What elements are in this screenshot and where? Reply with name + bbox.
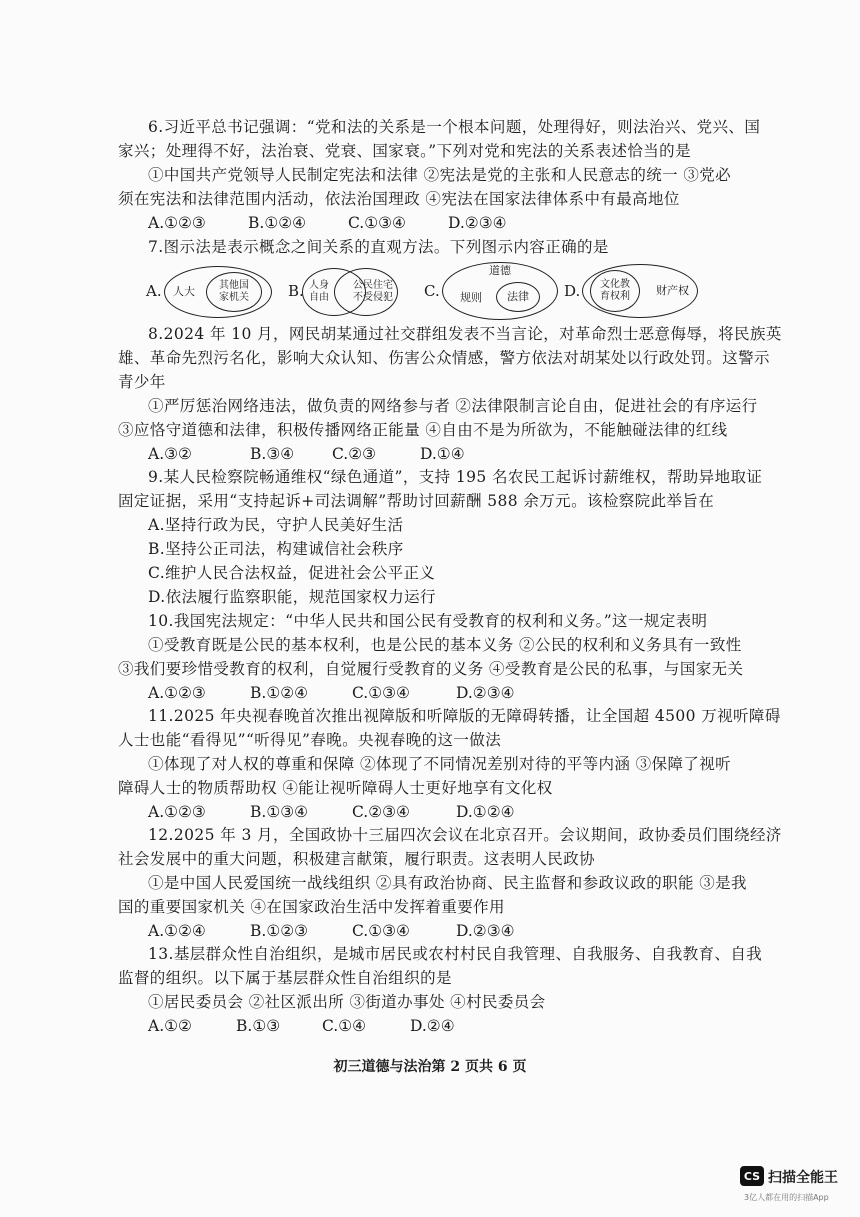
q13-statements-line1: ①居民委员会 ②社区派出所 ③街道办事处 ④村民委员会 [148,993,546,1011]
watermark-tagline: 3亿人都在用的扫描App [744,1193,829,1202]
q11-statements-line2: 障碍人士的物质帮助权 ④能让视听障碍人士更好地享有文化权 [118,779,553,797]
q7-diagram-a [146,262,276,322]
q13-stem-line2: 监督的组织。以下属于基层群众性自治组织的是 [118,969,452,987]
q6-statements-line1: ①中国共产党领导人民制定宪法和法律 ②宪法是党的主张和人民意志的统一 ③党必 [148,166,732,184]
q10-option-b: B.①②④ [250,684,309,702]
camscanner-logo-icon: CS [740,1166,764,1186]
q12-option-a: A.①②④ [148,922,206,940]
q8-options [148,444,465,464]
q12-option-b: B.①②③ [250,922,309,940]
q6-stem-line2: 家兴；处理得不好，法治衰、党衰、国家衰。”下列对党和宪法的关系表述恰当的是 [118,142,691,160]
q13-options [148,1016,455,1036]
q7-diagrams [140,262,830,322]
q10-options [148,683,515,703]
q6-option-a: A.①②③ [148,214,206,232]
q7-diagram-d-letter: D. [564,282,581,300]
q10-option-a: A.①②③ [148,684,206,702]
q8-stem-line3: 青少年 [118,373,166,391]
q7-a-inner-label: 其他国家机关 [219,280,249,303]
q11-statements-line1: ①体现了对人权的尊重和保障 ②体现了不同情况差别对待的平等内涵 ③保障了视听 [148,755,732,773]
q13-option-a: A.①② [148,1017,192,1035]
q13-option-b: B.①③ [236,1017,281,1035]
q6-options [148,213,507,233]
q7-b-right-label: 公民住宅不受侵犯 [353,280,393,303]
q7-c-inner-ellipse [496,282,540,312]
q12-statements-line1: ①是中国人民爱国统一战线组织 ②具有政治协商、民主监督和参政议政的职能 ③是我 [148,874,747,892]
q12-stem-line2: 社会发展中的重大问题，积极建言献策，履行职责。这表明人民政协 [118,850,596,868]
q10-option-c: C.①③④ [352,684,410,702]
q8-statements-line2: ③应恪守道德和法律，积极传播网络正能量 ④自由不是为所欲为，不能触碰法律的红线 [118,421,728,439]
page-footer: 初三道德与法治第 2 页共 6 页 [333,1059,527,1075]
q8-stem-line1: 8.2024 年 10 月，网民胡某通过社交群组发表不当言论，对革命烈士恶意侮辱，将民族英 [148,325,782,343]
q8-stem-line2: 雄、革命先烈污名化，影响大众认知、伤害公众情感，警方依法对胡某处以行政处罚。这警示 [118,349,770,367]
q8-option-d: D.①④ [420,445,465,463]
q11-option-b: B.①③④ [250,803,309,821]
q8-option-b: B.③④ [250,445,295,463]
q7-diagram-b [288,262,418,322]
q10-statements-line2: ③我们要珍惜受教育的权利，自觉履行受教育的义务 ④受教育是公民的私事，与国家无关 [118,660,744,678]
q11-options [148,802,515,822]
q11-option-d: D.①②④ [456,803,515,821]
q9-stem-line1: 9.某人民检察院畅通维权“绿色通道”，支持 195 名农民工起诉讨薪维权，帮助异地取证 [148,468,763,486]
q7-d-inner-label: 文化教育权利 [600,279,630,302]
q6-option-b: B.①②④ [248,214,307,232]
q13-stem-line1: 13.基层群众性自治组织，是城市居民或农村村民自我管理、自我服务、自我教育、自我 [148,945,763,963]
q8-statements-line1: ①严厉惩治网络违法，做负责的网络参与者 ②法律限制言论自由，促进社会的有序运行 [148,397,758,415]
q10-option-d: D.②③④ [456,684,515,702]
q10-statements-line1: ①受教育既是公民的基本权利，也是公民的基本义务 ②公民的权利和义务具有一致性 [148,636,742,654]
q6-stem-line1: 6.习近平总书记强调：“党和法的关系是一个根本问题，处理得好，则法治兴、党兴、国 [148,118,761,136]
q7-c-right-label: 法律 [507,290,529,303]
q9-option-a: A.坚持行政为民，守护人民美好生活 [148,516,404,534]
q7-diagram-b-letter: B. [288,282,304,300]
q9-option-b: B.坚持公正司法，构建诚信社会秩序 [148,540,404,558]
q12-options [148,921,515,941]
q7-stem: 7.图示法是表示概念之间关系的直观方法。下列图示内容正确的是 [148,238,609,256]
q7-b-right-ellipse [334,268,398,316]
q12-statements-line2: 国的重要国家机关 ④在国家政治生活中发挥着重要作用 [118,898,505,916]
q7-d-inner-ellipse [590,270,640,312]
q7-diagram-a-letter: A. [146,282,162,300]
q6-statements-line2: 须在宪法和法律范围内活动，依法治国理政 ④宪法在国家法律体系中有最高地位 [118,190,680,208]
q7-diagram-d [564,262,714,322]
q11-stem-line1: 11.2025 年央视春晚首次推出视障版和听障版的无障碍转播，让全国超 4500 万视听障碍 [148,707,781,725]
q7-diagram-c-letter: C. [424,282,440,300]
q8-option-a: A.③② [148,445,192,463]
q13-option-d: D.②④ [410,1017,455,1035]
q7-a-inner-ellipse [206,272,262,312]
watermark-app-name: 扫描全能王 [768,1170,838,1186]
q8-option-c: C.②③ [332,445,377,463]
q12-option-d: D.②③④ [456,922,515,940]
q11-option-c: C.②③④ [352,803,410,821]
q7-c-left-label: 规则 [460,291,482,304]
q6-option-c: C.①③④ [348,214,406,232]
q7-d-outer-label: 财产权 [656,284,689,297]
q12-stem-line1: 12.2025 年 3 月，全国政协十三届四次会议在北京召开。会议期间，政协委员们围绕经济 [148,826,782,844]
q10-stem: 10.我国宪法规定：“中华人民共和国公民有受教育的权利和义务。”这一规定表明 [148,612,708,630]
q7-c-top-label: 道德 [489,264,511,277]
q11-stem-line2: 人士也能“看得见”“听得见”春晚。央视春晚的这一做法 [118,731,502,749]
q7-a-outer-label: 人大 [173,285,195,298]
q7-b-left-label: 人身自由 [309,280,329,303]
q9-option-c: C.维护人民合法权益，促进社会公平正义 [148,564,436,582]
q9-stem-line2: 固定证据，采用“支持起诉+司法调解”帮助讨回薪酬 588 余万元。该检察院此举旨在 [118,492,715,510]
q6-option-d: D.②③④ [448,214,507,232]
q11-option-a: A.①②③ [148,803,206,821]
q7-diagram-c [424,262,564,322]
q9-option-d: D.依法履行监察职能，规范国家权力运行 [148,588,436,606]
q13-option-c: C.①④ [322,1017,367,1035]
q12-option-c: C.①③④ [352,922,410,940]
